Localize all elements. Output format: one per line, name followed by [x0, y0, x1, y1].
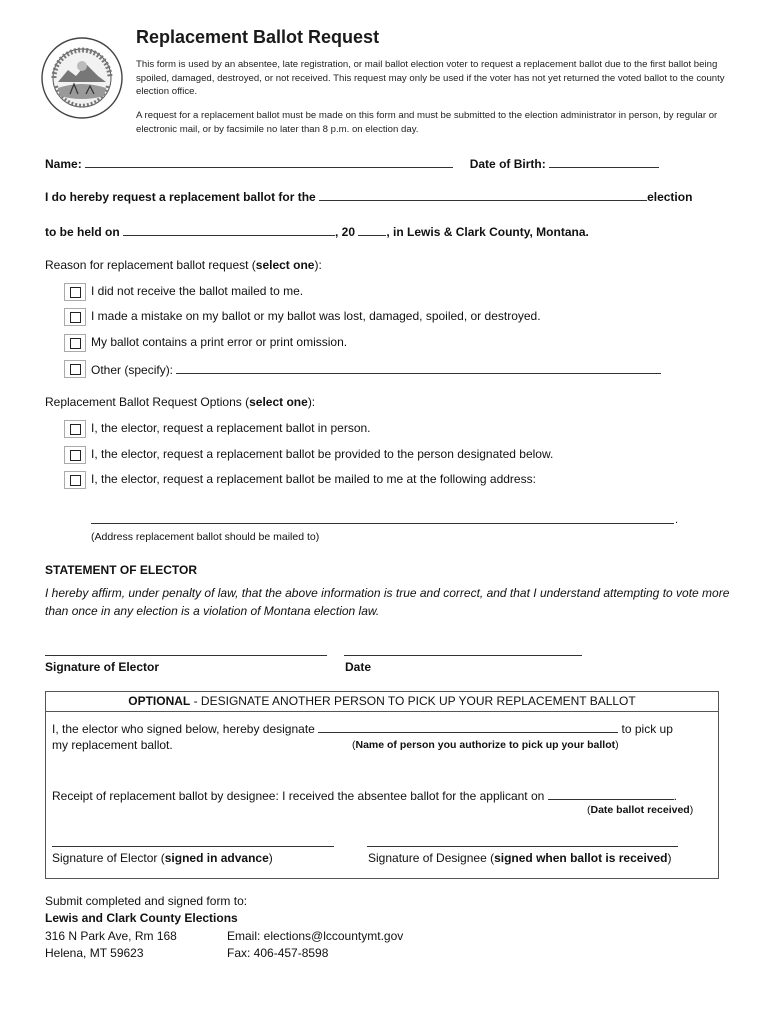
- dob-label: Date of Birth: [469, 157, 542, 171]
- receipt-date-field[interactable]: [548, 787, 674, 800]
- reason-heading-pre: Reason for replacement ballot request (: [45, 258, 256, 272]
- office-email[interactable]: Email: elections@lccountymt.gov: [227, 929, 404, 943]
- sig-label-bold: signed when ballot is received: [494, 851, 668, 865]
- optional-box-header: [45, 691, 719, 712]
- reason-label: My ballot contains a print error or print omission.: [91, 335, 348, 349]
- caption-open: (: [587, 804, 591, 816]
- office-name: Lewis and Clark County Elections: [45, 911, 238, 925]
- intro-paragraph-1: This form is used by an absentee, late registration, or mail ballot election voter to request a replacement ballot due to the first ballot being spoiled, damaged, destroyed, or not received. This request may only be used if the voter has not yet returned the voted ballot to the county election office.: [136, 59, 725, 97]
- reason-heading-post: ):: [314, 258, 322, 272]
- advance-signature-field[interactable]: [52, 846, 334, 847]
- submit-instruction: Submit completed and signed form to:: [45, 894, 248, 908]
- reason-checkbox-not-received[interactable]: [64, 283, 86, 301]
- options-heading: [45, 395, 315, 409]
- receipt-text: Receipt of replacement ballot by designee: I received the absentee ballot for the applicant on: [52, 789, 545, 803]
- designee-name-field[interactable]: [318, 720, 618, 733]
- reason-checkbox-mistake[interactable]: [64, 308, 86, 326]
- sig-label-pre: Signature of Elector (: [52, 851, 165, 865]
- form-title: Replacement Ballot Request: [136, 27, 380, 47]
- request-row: [45, 188, 692, 204]
- held-prefix: to be held on: [45, 225, 120, 239]
- caption-bold: Name of person you authorize to pick up your ballot: [355, 739, 616, 751]
- caption-close: ): [615, 739, 619, 751]
- reason-other-row: [91, 361, 661, 377]
- caption-open: (: [352, 739, 356, 751]
- reason-label: Other (specify):: [91, 363, 174, 377]
- name-row: Name: Date of Birth:: [45, 155, 659, 171]
- designee-name-caption: [352, 739, 619, 751]
- optional-header-bold: OPTIONAL: [128, 694, 191, 708]
- designate-suffix: to pick up: [621, 722, 673, 736]
- designee-signature-label: [368, 851, 671, 865]
- receipt-row: Receipt of replacement ballot by designee: I received the absentee ballot for the applicant on .: [52, 789, 678, 803]
- reason-label: I made a mistake on my ballot or my ballot was lost, damaged, spoiled, or destroyed.: [91, 309, 541, 323]
- caption-bold: Date ballot received: [590, 804, 690, 816]
- dob-field[interactable]: [549, 155, 659, 168]
- statement-text: I hereby affirm, under penalty of law, that the above information is true and correct, and that I understand attempting to vote more than once in any election is a violation of Montana election law.: [45, 586, 730, 618]
- election-year-field[interactable]: [358, 223, 386, 236]
- held-suffix: , in Lewis & Clark County, Montana.: [386, 225, 589, 239]
- sig-label-post: ): [268, 851, 273, 865]
- designate-row: [52, 720, 673, 736]
- year-prefix: , 20: [335, 225, 356, 239]
- county-seal-icon: [40, 36, 124, 120]
- election-date-field[interactable]: [123, 223, 335, 236]
- option-checkbox-in-person[interactable]: [64, 420, 86, 438]
- option-label: I, the elector, request a replacement ballot be mailed to me at the following address:: [91, 472, 536, 486]
- office-address-line-1: 316 N Park Ave, Rm 168: [45, 929, 177, 943]
- office-fax: Fax: 406-457-8598: [227, 946, 329, 960]
- mail-address-field[interactable]: [91, 523, 674, 524]
- other-specify-field[interactable]: [176, 361, 661, 374]
- election-name-field[interactable]: [319, 188, 647, 201]
- optional-header-rest: - DESIGNATE ANOTHER PERSON TO PICK UP YOUR REPLACEMENT BALLOT: [190, 694, 636, 708]
- reason-label: I did not receive the ballot mailed to me.: [91, 284, 304, 298]
- statement-heading: STATEMENT OF ELECTOR: [45, 563, 197, 577]
- signature-label: Signature of Elector: [45, 660, 160, 674]
- option-checkbox-mailed[interactable]: [64, 471, 86, 489]
- sig-label-bold: signed in advance: [164, 851, 269, 865]
- reason-heading-bold: select one: [255, 258, 315, 272]
- request-prefix: I do hereby request a replacement ballot for the: [45, 190, 316, 204]
- reason-checkbox-print-error[interactable]: [64, 334, 86, 352]
- options-heading-post: ):: [307, 395, 316, 409]
- sig-label-pre: Signature of Designee (: [368, 851, 495, 865]
- option-label: I, the elector, request a replacement ballot in person.: [91, 421, 371, 435]
- reason-checkbox-other[interactable]: [64, 360, 86, 378]
- option-label: I, the elector, request a replacement ballot be provided to the person designated below.: [91, 447, 554, 461]
- elector-advance-signature-label: [52, 851, 273, 865]
- intro-paragraph-2: A request for a replacement ballot must be made on this form and must be submitted to the election administrator in person, by regular or electronic mail, or by facsimile no later than 8 p.m. on election day.: [136, 110, 718, 135]
- designate-line-2: my replacement ballot.: [52, 738, 173, 752]
- designee-signature-field[interactable]: [367, 846, 678, 847]
- address-period: .: [675, 514, 679, 526]
- date-label: Date: [345, 660, 372, 674]
- held-on-row: [45, 223, 589, 239]
- name-field[interactable]: [85, 155, 453, 168]
- name-label: Name: [45, 157, 78, 171]
- designate-prefix: I, the elector who signed below, hereby designate: [52, 722, 315, 736]
- sig-label-post: ): [667, 851, 672, 865]
- receipt-date-caption: [587, 804, 693, 816]
- address-caption: (Address replacement ballot should be mailed to): [91, 531, 320, 543]
- option-checkbox-designee[interactable]: [64, 446, 86, 464]
- request-suffix: election: [647, 190, 693, 204]
- signature-date-field[interactable]: [344, 655, 582, 656]
- options-heading-pre: Replacement Ballot Request Options (: [45, 395, 250, 409]
- caption-close: ): [689, 804, 694, 816]
- elector-signature-field[interactable]: [45, 655, 327, 656]
- options-heading-bold: select one: [249, 395, 308, 409]
- reason-heading: [45, 258, 322, 272]
- office-address-line-2: Helena, MT 59623: [45, 946, 144, 960]
